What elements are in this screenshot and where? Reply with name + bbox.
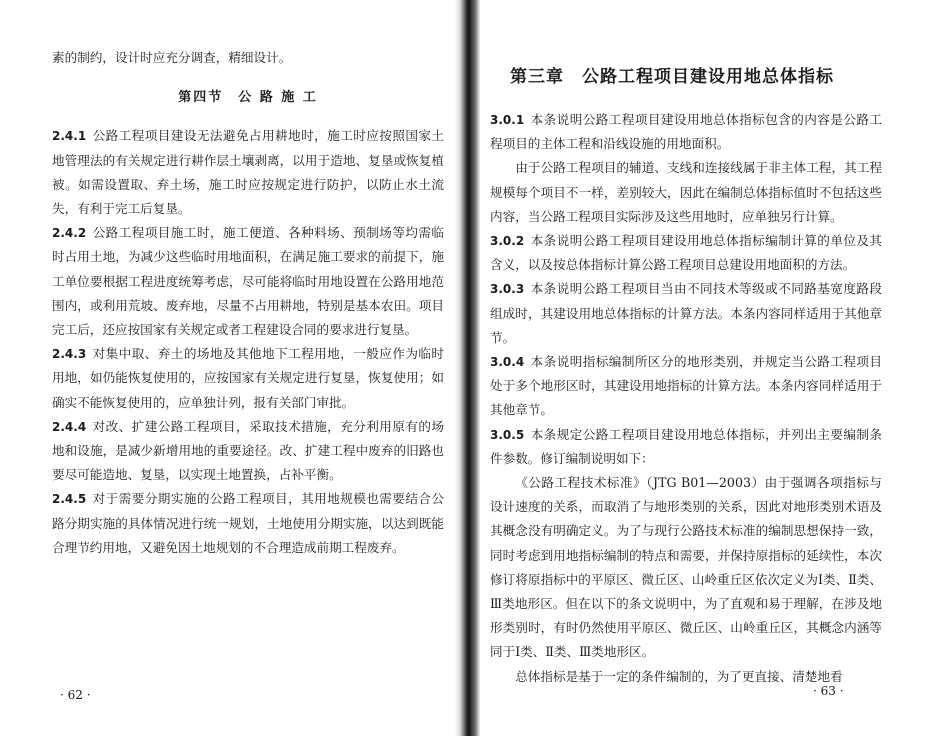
paragraph-text: 对改、扩建公路工程项目，采取技术措施，充分利用原有的场地和设施，是减少新增用地的重要途径。改、扩建工程中废弃的旧路也要尽可能造地、复垦，以实现土地置换，占补平衡。 xyxy=(52,418,444,483)
paragraph-text: 对集中取、弃土的场地及其他地下工程用地，一般应作为临时用地，如仍能恢复使用的，应按国家有关规定进行复垦，恢复使用；如确实不能恢复使用的，应单独计列，报有关部门审批。 xyxy=(52,346,444,410)
right-text-column xyxy=(490,108,882,689)
paragraph xyxy=(490,108,882,156)
lead-line: 素的制约，设计时应充分调查，精细设计。 xyxy=(52,50,292,65)
paragraph-text: 本条规定公路工程项目建设用地总体指标，并列出主要编制条件参数。修订编制说明如下： xyxy=(490,426,882,466)
clause-number: 2.4.3 xyxy=(52,347,87,362)
paragraph-text: 公路工程项目建设无法避免占用耕地时，施工时应按照国家土地管理法的有关规定进行耕作层土壤剥离，以用于造地、复垦或恢复植被。如需设置取、弃土场，施工时应按规定进行防护，以防止水土流失，有利于完工后复垦。 xyxy=(52,128,444,217)
left-page xyxy=(0,0,455,736)
paragraph xyxy=(52,342,444,415)
right-page xyxy=(480,0,934,736)
clause-number: 3.0.5 xyxy=(490,427,525,442)
book-spine-shadow xyxy=(455,0,480,736)
section-title: 第四节 公 路 施 工 xyxy=(178,90,318,106)
paragraph-text: 对于需要分期实施的公路工程项目，其用地规模也需要结合公路分期实施的具体情况进行统一规划，土地使用分期实施，以达到既能合理节约用地，又避免因土地规划的不合理造成前期工程废弃。 xyxy=(52,491,444,555)
page-number-right: · 63 · xyxy=(813,684,844,698)
right-paragraphs xyxy=(490,108,882,689)
clause-number: 3.0.4 xyxy=(490,355,525,370)
paragraph-text: 本条说明指标编制所区分的地形类别，并规定当公路工程项目处于多个地形区时，其建设用地指标的计算方法。本条内容同样适用于其他章节。 xyxy=(490,354,882,418)
paragraph-text: 本条说明公路工程项目建设用地总体指标编制计算的单位及其含义，以及按总体指标计算公路工程项目总建设用地面积的方法。 xyxy=(490,233,882,273)
clause-number: 3.0.3 xyxy=(490,282,525,297)
clause-number: 3.0.1 xyxy=(490,113,525,127)
paragraph-text: 本条说明公路工程项目建设用地总体指标包含的内容是公路工程项目的主体工程和沿线设施的用地面积。 xyxy=(490,112,882,152)
clause-number: 2.4.5 xyxy=(52,492,87,507)
paragraph xyxy=(52,221,444,342)
clause-number: 2.4.2 xyxy=(52,226,87,241)
paragraph-text: 公路工程项目施工时，施工便道、各种料场、预制场等均需临时占用土地，为减少这些临时用地面积，在满足施工要求的前提下，施工单位要根据工程进度统筹考虑，尽可能将临时用地设置在公路用地范围内，或利用荒坡、废弃地，尽量不占用耕地，特别是基本农田。项目完工后，还应按国家有关规定或者工程建设合同的要求进行复垦。 xyxy=(52,225,444,338)
paragraph xyxy=(490,471,882,665)
paragraph-text: 由于公路工程项目的辅道、支线和连接线属于非主体工程，其工程规模每个项目不一样，差别较大，因此在编制总体指标值时不包括这些内容，当公路工程项目实际涉及这些用地时，应单独另行计算。 xyxy=(490,160,882,224)
paragraph xyxy=(490,277,882,350)
clause-number: 2.4.4 xyxy=(52,419,87,434)
chapter-title: 第三章 公路工程项目建设用地总体指标 xyxy=(510,67,834,87)
paragraph xyxy=(490,423,882,471)
paragraph-text: 总体指标是基于一定的条件编制的，为了更直接、清楚地看 xyxy=(515,668,843,684)
clause-number: 2.4.1 xyxy=(52,129,87,144)
paragraph xyxy=(490,156,882,229)
paragraph xyxy=(52,415,444,488)
page-number-left: · 62 · xyxy=(60,688,91,702)
paragraph xyxy=(52,487,444,560)
paragraph xyxy=(490,229,882,277)
clause-number: 3.0.2 xyxy=(490,234,525,249)
paragraph xyxy=(490,350,882,423)
left-paragraphs xyxy=(52,124,444,560)
paragraph xyxy=(52,124,444,221)
paragraph-text: 本条说明公路工程项目当由不同技术等级或不同路基宽度路段组成时，其建设用地总体指标的计算方法。本条内容同样适用于其他章节。 xyxy=(490,281,882,345)
left-text-column xyxy=(52,46,444,560)
paragraph-text: 《公路工程技术标准》（JTG B01—2003）由于强调各项指标与设计速度的关系，而取消了与地形类别的关系，因此对地形类别术语及其概念没有明确定义。为了与现行公路技术标准的编制思想保持一致，同时考虑到用地指标编制的特点和需要，并保持原指标的延续性，本次修订将原指标中的平原区、微丘区、山岭重丘区依次定义为Ⅰ类、Ⅱ类、Ⅲ类地形区。但在以下的条文说明中，为了直观和易于理解，在涉及地形类别时，有时仍然使用平原区、微丘区、山岭重丘区，其概念内涵等同于Ⅰ类、Ⅱ类、Ⅲ类地形区。 xyxy=(490,475,882,660)
